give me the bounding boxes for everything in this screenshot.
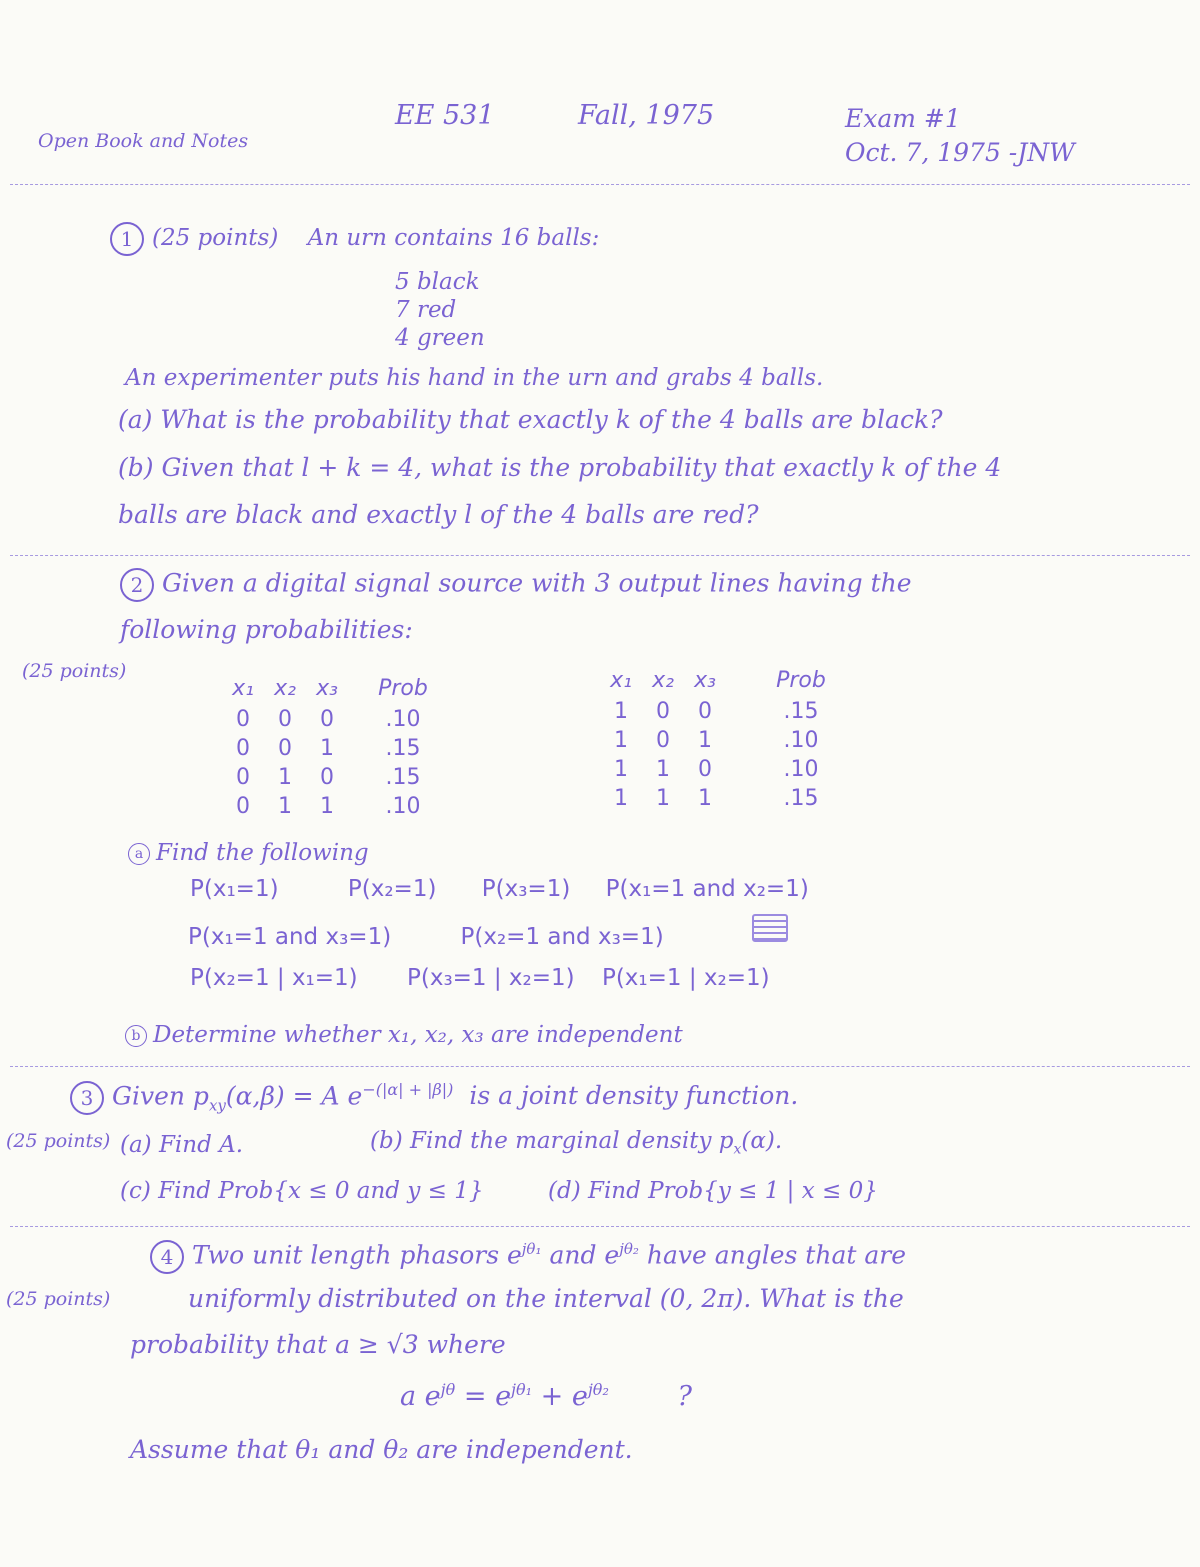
prob-expr: P(x₂=1 and x₃=1) xyxy=(460,924,664,950)
problem-3b xyxy=(370,1128,782,1158)
ball-list xyxy=(395,268,485,352)
table-row xyxy=(222,763,458,792)
table-cell: .10 xyxy=(385,794,421,819)
table-cell: 0 xyxy=(656,728,670,753)
table-cell: 1 xyxy=(278,794,292,819)
table-cell: .10 xyxy=(783,757,819,782)
course-number: EE 531 xyxy=(395,100,495,131)
table-cell: 0 xyxy=(320,707,334,732)
problem-4-line2: uniformly distributed on the interval (0, 2π). What is the xyxy=(188,1284,904,1313)
table-cell: 0 xyxy=(698,699,712,724)
prob-expr: P(x₃=1) xyxy=(481,876,571,902)
density-description: is a joint density function. xyxy=(469,1081,799,1111)
divider xyxy=(10,1066,1190,1067)
part-a-heading xyxy=(128,840,369,866)
prob-expr: P(x₁=1 | x₂=1) xyxy=(601,965,770,991)
table-cell: 0 xyxy=(236,794,250,819)
header-prob: Prob xyxy=(378,676,428,701)
table-cell: 1 xyxy=(614,728,628,753)
problem-4-text: and e xyxy=(549,1240,620,1270)
table-cell: 0 xyxy=(236,707,250,732)
table-cell: 1 xyxy=(698,728,712,753)
find-row-1 xyxy=(190,876,809,902)
problem-1b-line1: (b) Given that l + k = 4, what is the probability that exactly k of the 4 xyxy=(118,453,1002,482)
problem-points: (25 points) xyxy=(22,660,127,682)
problem-3c: (c) Find Prob{x ≤ 0 and y ≤ 1} xyxy=(120,1178,484,1204)
table-cell: .15 xyxy=(385,736,421,761)
problem-3a: (a) Find A. xyxy=(120,1132,244,1158)
table-cell: .15 xyxy=(783,786,819,811)
table-cell: 0 xyxy=(278,707,292,732)
problem-4-line3: probability that a ≥ √3 where xyxy=(130,1330,506,1359)
header-x2: x₂ xyxy=(274,676,296,701)
table-cell: 1 xyxy=(614,786,628,811)
probability-table-left xyxy=(222,676,458,821)
exam-date-author: Oct. 7, 1975 -JNW xyxy=(845,138,1075,167)
problem-number: 4 xyxy=(150,1240,184,1274)
exam-title: Exam #1 xyxy=(845,104,961,133)
find-row-3 xyxy=(190,965,770,991)
phasor-exponent: jθ₁ xyxy=(521,1240,542,1259)
problem-2-line1: Given a digital signal source with 3 output lines having the xyxy=(162,568,912,598)
problem-points: (25 points) xyxy=(152,225,279,251)
table-cell: 1 xyxy=(614,757,628,782)
table-row xyxy=(222,705,458,734)
problem-3b-text: (b) Find the marginal density p xyxy=(370,1128,734,1154)
header-prob: Prob xyxy=(776,668,826,693)
table-cell: 1 xyxy=(320,794,334,819)
table-cell: .15 xyxy=(783,699,819,724)
problem-points: (25 points) xyxy=(6,1130,111,1152)
problem-3b-end: (α). xyxy=(741,1128,783,1154)
divider xyxy=(10,184,1190,185)
table-cell: .15 xyxy=(385,765,421,790)
table-cell: .10 xyxy=(783,728,819,753)
table-row xyxy=(600,784,876,813)
table-cell: 1 xyxy=(614,699,628,724)
table-cell: 0 xyxy=(236,736,250,761)
header-x1: x₁ xyxy=(610,668,632,693)
problem-1-text: An experimenter puts his hand in the urn and grabs 4 balls. xyxy=(125,365,824,391)
prob-expr: P(x₂=1) xyxy=(347,876,437,902)
table-cell: 1 xyxy=(278,765,292,790)
prob-expr: P(x₂=1 | x₁=1) xyxy=(190,965,358,991)
density-exponent: −(|α| + |β|) xyxy=(362,1080,454,1099)
term: Fall, 1975 xyxy=(578,100,715,131)
marginal-subscript: x xyxy=(733,1141,742,1158)
divider xyxy=(10,555,1190,556)
table-cell: 1 xyxy=(698,786,712,811)
problem-4-text: have angles that are xyxy=(646,1240,907,1270)
problem-2-heading xyxy=(120,568,912,602)
phasor-exponent: jθ₂ xyxy=(619,1240,639,1259)
ball-count-black: 5 black xyxy=(395,269,480,295)
crossed-out-mark xyxy=(752,914,788,942)
prob-expr: P(x₁=1) xyxy=(190,876,279,902)
problem-number: 1 xyxy=(110,222,144,256)
probability-table-right xyxy=(600,668,876,813)
header-x3: x₃ xyxy=(694,668,716,693)
table-cell: 0 xyxy=(656,699,670,724)
equation-part: a e xyxy=(400,1381,441,1412)
equation-exponent: jθ₂ xyxy=(587,1380,609,1399)
problem-1-heading xyxy=(110,222,599,256)
table-row xyxy=(600,726,876,755)
header-x2: x₂ xyxy=(652,668,674,693)
table-cell: 1 xyxy=(656,786,670,811)
problem-1-intro: An urn contains 16 balls: xyxy=(307,225,600,251)
problem-points: (25 points) xyxy=(6,1288,111,1310)
phasor-equation xyxy=(400,1380,692,1412)
prob-expr: P(x₁=1 and x₂=1) xyxy=(605,876,809,902)
density-label: Given p xyxy=(112,1081,209,1111)
table-cell: 0 xyxy=(698,757,712,782)
find-row-2 xyxy=(188,924,664,950)
problem-1a: (a) What is the probability that exactly k of the 4 balls are black? xyxy=(118,405,943,434)
problem-number: 3 xyxy=(70,1081,104,1115)
part-label: a xyxy=(128,843,150,865)
equation-part: + e xyxy=(540,1381,588,1412)
problem-3d: (d) Find Prob{y ≤ 1 | x ≤ 0} xyxy=(548,1178,878,1204)
table-cell: 0 xyxy=(236,765,250,790)
equation-exponent: jθ xyxy=(440,1380,456,1399)
table-cell: 0 xyxy=(320,765,334,790)
divider xyxy=(10,1226,1190,1227)
part-b-text: Determine whether x₁, x₂, x₃ are independent xyxy=(153,1022,683,1048)
problem-4-text: Two unit length phasors e xyxy=(192,1240,522,1270)
table-row xyxy=(600,755,876,784)
prob-expr: P(x₁=1 and x₃=1) xyxy=(188,924,392,950)
equation-exponent: jθ₁ xyxy=(511,1380,533,1399)
part-b-heading xyxy=(125,1022,683,1048)
table-row xyxy=(600,697,876,726)
density-formula: (α,β) = A e xyxy=(225,1081,363,1111)
part-label: b xyxy=(125,1025,147,1047)
problem-number: 2 xyxy=(120,568,154,602)
problem-1b-line2: balls are black and exactly l of the 4 balls are red? xyxy=(118,500,759,529)
table-cell: 1 xyxy=(320,736,334,761)
open-book-note: Open Book and Notes xyxy=(38,130,249,152)
header-x1: x₁ xyxy=(232,676,254,701)
table-row xyxy=(222,734,458,763)
problem-4-line4: Assume that θ₁ and θ₂ are independent. xyxy=(130,1435,633,1464)
prob-expr: P(x₃=1 | x₂=1) xyxy=(406,965,575,991)
table-cell: 1 xyxy=(656,757,670,782)
equation-part: = e xyxy=(463,1381,512,1412)
ball-count-red: 7 red xyxy=(395,297,457,323)
problem-3-heading xyxy=(70,1080,798,1115)
table-cell: .10 xyxy=(385,707,421,732)
table-cell: 0 xyxy=(278,736,292,761)
table-row xyxy=(222,792,458,821)
header-x3: x₃ xyxy=(316,676,338,701)
equation-question-mark: ? xyxy=(677,1381,692,1412)
part-a-text: Find the following xyxy=(156,840,369,866)
density-subscript: xy xyxy=(208,1096,226,1115)
problem-4-heading xyxy=(150,1240,906,1274)
problem-2-line2: following probabilities: xyxy=(120,615,413,644)
ball-count-green: 4 green xyxy=(395,325,485,351)
